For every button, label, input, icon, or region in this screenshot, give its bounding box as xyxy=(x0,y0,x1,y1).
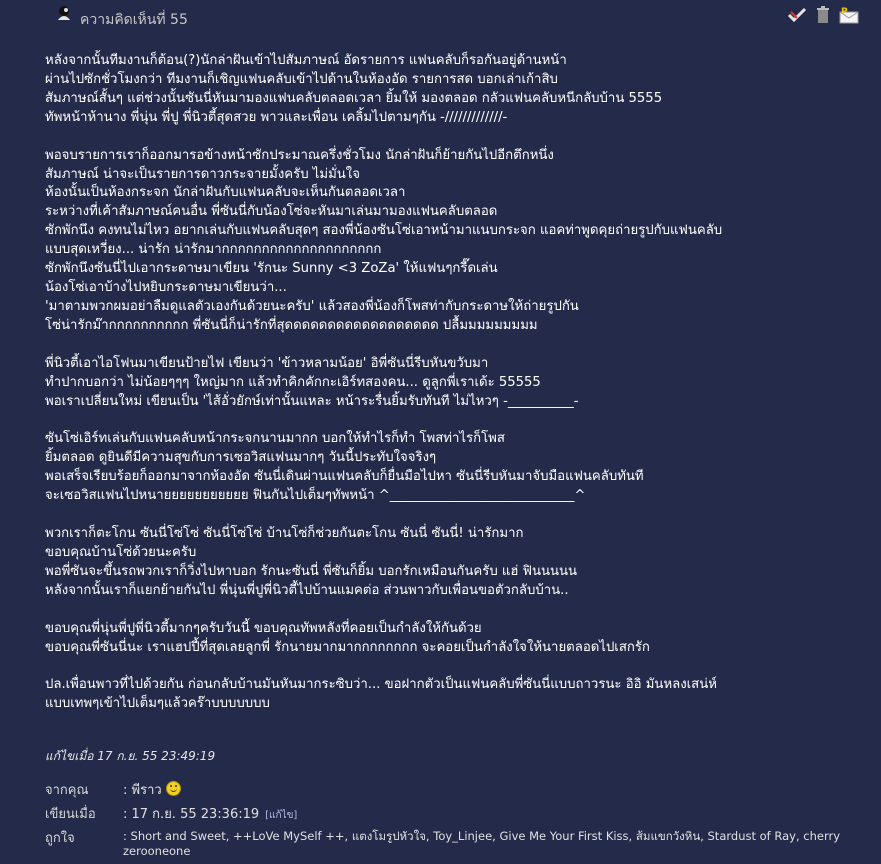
comment-meta xyxy=(45,779,865,858)
posted-value-wrap xyxy=(123,803,853,824)
svg-text:P: P xyxy=(841,7,848,17)
smiley-icon xyxy=(166,781,181,796)
edited-note: แก้ไขเมื่อ 17 ก.ย. 55 23:49:19 xyxy=(45,749,216,763)
paragraph: พอจบรายการเราก็ออกมารอข้างหน้าซักประมาณครึ่งชั่วโมง นักล่าฝันก็ย้ายกันไปอีกตึกหนึ่ง สัมภาษณ์ น่าจะเป็นรายการดาวกระจายมั้งครับ ไม่มั่นใจ ห้องนั้นเป็นห้องกระจก นักล่าฝันกับแฟนคลับจะเห็นกันตลอดเวลา ระหว่างที่เค้าสัมภาษณ์คนอื่น พี่ซันนี่กับน้องโซ่จะหันมาเล่นมามองแฟนคลับตลอด ซักพักนึง คงทนไม่ไหว อยากเล่นกับแฟนคลับสุดๆ สองพี่น้องซันโซ่เอาหน้ามาแนบกระจก แอคท่าพูดคุยถ่ายรูปกับแฟนคลับ แบบสุดเหวี่ยง... น่ารัก น่ารักมากกกกกกกกกกกกกกกกกกกก ซักพักนึงซันนี่ไปเอากระดาษมาเขียน 'รักนะ Sunny <3 ZoZa' ให้แฟนๆกรี๊ดเล่น น้องโซ่เอาบ้างไปหยิบกระดาษมาเขียนว่า... 'มาตามพวกผมอย่าลืมดูแลตัวเองกันด้วยนะครับ' แล้วสองพี่น้องก็โพสท่ากับกระดาษให้ถ่ายรูปกัน โซ่น่ารักม๊ากกกกกกกกกก พี่ซันนี่ก็น่ารักที่สุดดดดดดดดดดดดดดดดดด ปลื้มมมมมมมมม xyxy=(45,147,723,333)
paragraph: พวกเราก็ตะโกน ซันนี่โซ่โซ่ ซันนี่โซ่โซ่ บ้านโซ่ก็ช่วยกันตะโกน ซันนี่ ซันนี่! น่ารักมาก ขอบคุณบ้านโซ่ด้วยนะครับ พอพี่ซันจะขึ้นรถพวกเราก็วิ่งไปหาบอก รักนะซันนี่ พี่ซันก็ยิ้ม บอกรักเหมือนกันครับ แฮ่ ฟินนนนน หลังจากนั้นเราก็แยกย้ายกันไป พี่นุ่นพี่ปูพี่นิวตี้ไปบ้านแมคต่อ ส่วนพาวกับเพื่อนขอตัวกลับบ้าน.. xyxy=(45,526,578,598)
from-label: จากคุณ xyxy=(45,783,89,798)
trash-icon[interactable] xyxy=(813,6,833,24)
paragraph: พี่นิวตี้เอาไอโฟนมาเขียนป้ายไฟ เขียนว่า 'ข้าวหลามน้อย' อิพี่ซันนี่รีบหันขวับมา ทำปากบอกว่า ไม่น้อยๆๆๆ ใหญ่มาก แล้วทำคิกคักกะเอิร์ทสองคน... ดูลูกพี่เราเด้ะ 55555 พอเราเปลี่ยนใหม่ เขียนเป็น 'ไส้อั่วยักษ์เท่านั้นแหละ หน้าระรื่นยิ้มรับทันที ไม่ไหวๆ -__________- xyxy=(45,355,579,409)
likes-row xyxy=(45,827,865,858)
from-row xyxy=(45,779,865,803)
paragraph: ปล.เพื่อนพาวที่ไปด้วยกัน ก่อนกลับบ้านมันหันมากระซิบว่า... ขอฝากตัวเป็นแฟนคลับพี่ซันนี่แบบถาวรนะ อิอิ มันหลงเสน่ห์ แบบเทพๆเข้าไปเต็มๆแล้วคร๊าบบบบบบบ xyxy=(45,677,717,712)
comment-actions xyxy=(787,6,859,24)
from-value-wrap xyxy=(123,779,853,800)
paragraph: ขอบคุณพี่นุ่นพี่ปูพี่นิวตี้มากๆครับวันนี้ ขอบคุณทัพหลังที่คอยเป็นกำลังให้กันด้วย ขอบคุณพี่ซันนี่นะ เราแฮปปี้ที่สุดเลยลูกพี่ รักนายมากมากกกกกกกก จะคอยเป็นกำลังใจให้นายตลอดไปเสกรัก xyxy=(45,620,650,655)
edit-link[interactable]: [แก้ไข] xyxy=(265,810,298,821)
comment-number: ความคิดเห็นที่ 55 xyxy=(80,12,188,28)
paragraph: ซันโซ่เอิร์ทเล่นกับแฟนคลับหน้ากระจกนานมากก บอกให้ทำไรก็ทำ โพสท่าไรก็โพส ยิ้มตลอด ดูยินดีมีความสุขกับการเซอวิสแฟนมากๆ วันนี้ประทับใจจริงๆ พอเสร็จเรียบร้อยก็ออกมาจากห้องอัด ซันนี่เดินผ่านแฟนคลับก็ยื่นมือไปหา ซันนี่รีบหันมาจับมือแฟนคลับทันที จะเซอวิสแฟนไปหนายยยยยยยยยยย ฟินกันไปเต็มๆทัพหน้า ^____________________________^ xyxy=(45,431,644,504)
likes-list: : Short and Sweet, ++LoVe MySelf ++, แตงโมรูปหัวใจ, Toy_Linjee, Give Me Your First Kiss, ส้มแขกวังหิน, Stardust of Ray, cherry zerooneone xyxy=(123,829,841,858)
posted-time: : 17 ก.ย. 55 23:36:19 xyxy=(123,807,260,822)
user-avatar-icon xyxy=(56,5,72,21)
comment-header xyxy=(0,0,881,34)
comment-body xyxy=(45,52,865,733)
posted-label: เขียนเมื่อ xyxy=(45,807,96,822)
author-name[interactable]: : พีราว xyxy=(123,783,162,798)
posted-row xyxy=(45,803,865,827)
pm-icon[interactable] xyxy=(839,6,859,24)
approve-icon[interactable] xyxy=(787,6,807,24)
paragraph: หลังจากนั้นทีมงานก็ต้อน(?)นักล่าฝันเข้าไปสัมภาษณ์ อัดรายการ แฟนคลับก็รอกันอยู่ด้านหน้า ผ่านไปซักชั่วโมงกว่า ทีมงานก็เชิญแฟนคลับเข้าไปด้านในห้องอัด รายการสด บอกเล่าเก้าสิบ สัมภาษณ์สั้นๆ แต่ช่วงนั้นซันนี่หันมามองแฟนคลับตลอดเวลา ยิ้มให้ มองตลอด กลัวแฟนคลับหนีกลับบ้าน 5555 ทัพหน้าห้านาง พี่นุ่น พี่ปู พี่นิวตี้สุดสวย พาวและเพื่อน เคลิ้มไปตามๆกัน -/////////////- xyxy=(45,53,663,125)
likes-label: ถูกใจ xyxy=(45,831,75,846)
